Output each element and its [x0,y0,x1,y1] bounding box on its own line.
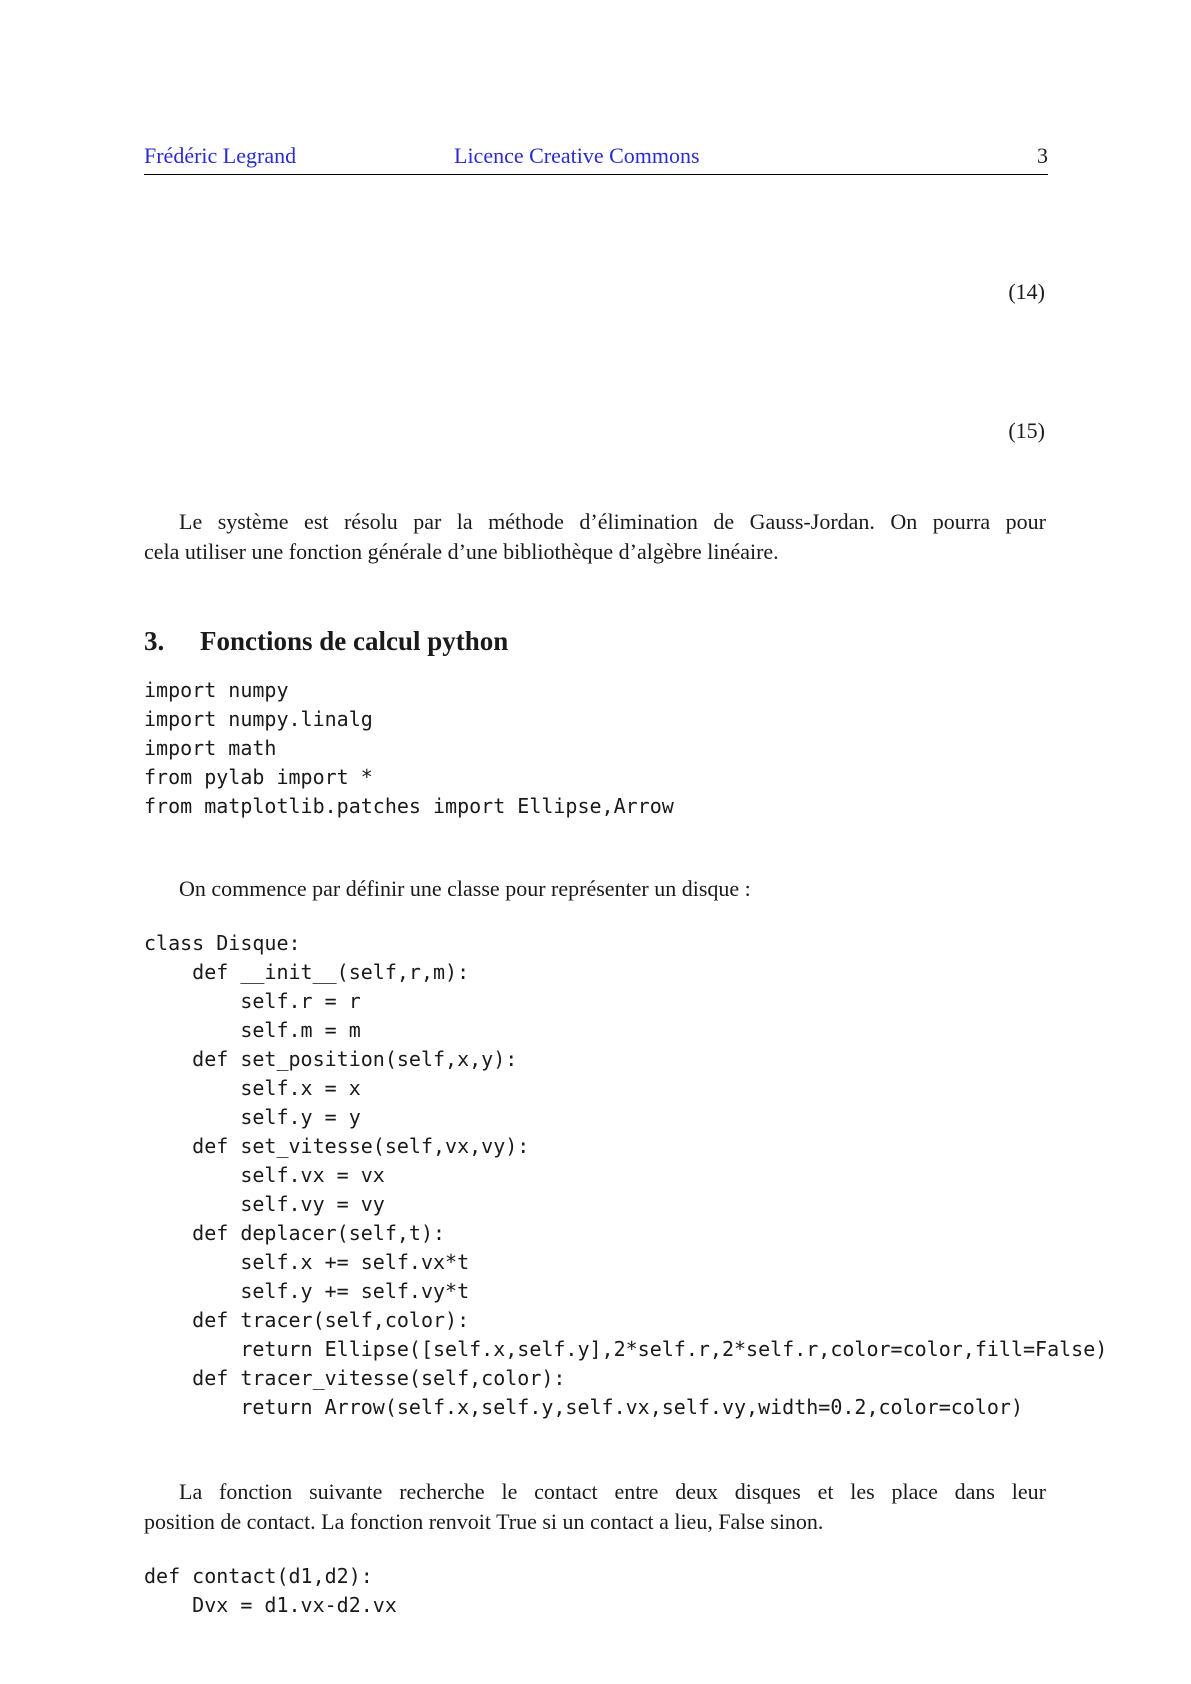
section-number: 3. [144,626,165,656]
code-block-disque-class: class Disque: def __init__(self,r,m): self.r = r self.m = m def set_position(self,x,y): self.x = x self.y = y def set_vitesse(self,vx,vy): self.vx = vx self.vy = vy def deplacer(self,t): self.x += self.vx*t self.y += self.vy*t def tracer(self,color): return Ellipse([self.x,self.y],2*self.r,2*self.r,color=color,fill=False) def tracer_vitesse(self,color): return Arrow(self.x,self.y,self.vx,self.vy,width=0.2,color=color) [144,931,1108,1419]
paragraph-line: Le système est résolu par la méthode d’élimination de Gauss-Jordan. On pourra pour [179,509,1046,534]
equation-number-15: (15) [1008,418,1045,443]
code-block-imports: import numpy import numpy.linalg import math from pylab import * from matplotlib.patches import Ellipse,Arrow [144,678,674,818]
header-license: Licence Creative Commons [454,143,700,168]
paragraph-line: La fonction suivante recherche le contact entre deux disques et les place dans leur [179,1479,1046,1504]
equation-number-14: (14) [1008,279,1045,304]
paragraph-line: cela utiliser une fonction générale d’une bibliothèque d’algèbre linéaire. [144,539,779,564]
section-title-text: Fonctions de calcul python [200,626,509,656]
paragraph-line: On commence par définir une classe pour représenter un disque : [179,876,751,901]
header-page-number: 3 [1037,143,1048,168]
paragraph-line: position de contact. La fonction renvoit True si un contact a lieu, False sinon. [144,1509,824,1534]
code-block-contact-function: def contact(d1,d2): Dvx = d1.vx-d2.vx [144,1564,397,1617]
header-author: Frédéric Legrand [144,143,297,168]
section-heading [144,626,508,657]
paragraph-contact-intro [144,1477,1046,1537]
running-header [144,140,1048,175]
paragraph-gauss-jordan [144,507,1046,567]
paragraph-disque-intro [144,874,1046,904]
